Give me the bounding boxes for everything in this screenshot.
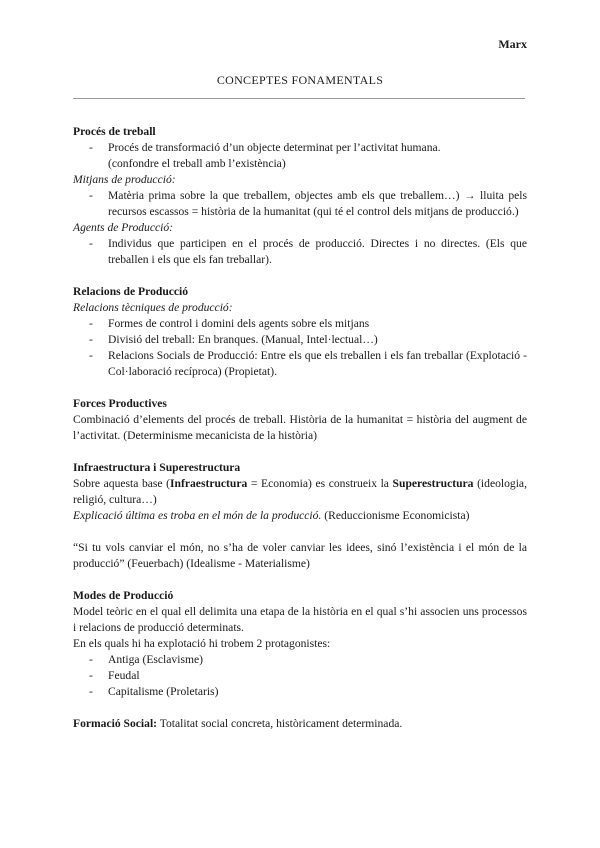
text-run: (ideologia, religió, cultura…): [73, 477, 527, 506]
paragraph: Model teòric en el qual ell delimita una etapa de la història en el qual s’hi associen uns processos i relacions de producció determinats.: [73, 605, 527, 634]
list-item: - Capitalisme (Proletaris): [73, 684, 527, 700]
section-heading: Procés de treball: [73, 125, 156, 138]
bullet-list: [73, 188, 527, 220]
text-run: (Reduccionisme Economicista): [321, 509, 470, 522]
section-modes-de-produccio: [73, 588, 527, 700]
term-infraestructura: Infraestructura: [170, 477, 248, 490]
list-item: [73, 188, 527, 220]
paragraph: [73, 508, 527, 524]
paragraph: [73, 476, 527, 508]
section-proces-de-treball: [73, 124, 527, 268]
subheading: Relacions tècniques de producció:: [73, 301, 233, 314]
list-item: - Antiga (Esclavisme): [73, 652, 527, 668]
bullet-list: [73, 652, 527, 700]
paragraph: Combinació d’elements del procés de treball. Història de la humanitat = història del augment de l’activitat. (Determinisme mecanicista de la història): [73, 413, 527, 442]
quote-paragraph: “Si tu vols canviar el món, no s’ha de voler canviar les idees, sinó l’existència i el món de la producció” (Feuerbach) (Idealisme - Materialisme): [73, 541, 527, 570]
list-item-text: Matèria prima sobre la que treballem, objectes amb els que treballem…) → lluita pels recursos escassos = història de la humanitat (qui té el control dels mitjans de producció.): [108, 189, 527, 218]
paragraph: [73, 716, 527, 732]
section-forces-productives: [73, 396, 527, 444]
list-item: [73, 140, 527, 156]
section-formacio-social: [73, 716, 527, 732]
section-heading: Forces Productives: [73, 397, 167, 410]
section-heading: Modes de Producció: [73, 589, 174, 602]
term-superestructura: Superestructura: [392, 477, 474, 490]
list-item: - Formes de control i domini dels agents sobre els mitjans: [73, 316, 527, 332]
list-item: [73, 236, 527, 268]
section-infraestructura: [73, 460, 527, 572]
text-run: Sobre aquesta base (: [73, 477, 171, 490]
subheading: Agents de Producció:: [73, 221, 174, 234]
text-run: Totalitat social concreta, històricament determinada.: [157, 717, 403, 730]
note-text: (confondre el treball amb l’existència): [108, 157, 286, 170]
bullet-list: [73, 140, 527, 156]
text-run: = Economia) es construeix la: [247, 477, 393, 490]
list-item-text: Procés de transformació d’un objecte determinat per l’activitat humana.: [108, 141, 441, 154]
subheading: Mitjans de producció:: [73, 173, 176, 186]
list-item-text: Individus que participen en el procés de producció. Directes i no directes. (Els que treballen i els que els fan treballar).: [108, 237, 527, 266]
page-title: CONCEPTES FONAMENTALS: [216, 73, 384, 87]
bullet-list: [73, 236, 527, 268]
paragraph: En els quals hi ha explotació hi trobem 2 protagonistes:: [73, 637, 331, 650]
list-item: - Relacions Socials de Producció: Entre els que els treballen i els fan treballar (Explotació - Col·laboració recíproca) (Propietat).: [73, 348, 527, 380]
document-body: [73, 124, 527, 748]
section-relacions-de-produccio: [73, 284, 527, 380]
bullet-list: [73, 316, 527, 380]
italic-text: Explicació última es troba en el món de la producció.: [73, 509, 322, 522]
section-heading: Relacions de Producció: [73, 285, 189, 298]
section-heading: Infraestructura i Superestructura: [73, 461, 241, 474]
title-divider: [73, 98, 525, 99]
term-formacio-social: Formació Social:: [73, 717, 158, 730]
list-item: - Divisió del treball: En branques. (Manual, Intel·lectual…): [73, 332, 527, 348]
header-author: Marx: [498, 37, 527, 51]
list-item: - Feudal: [73, 668, 527, 684]
